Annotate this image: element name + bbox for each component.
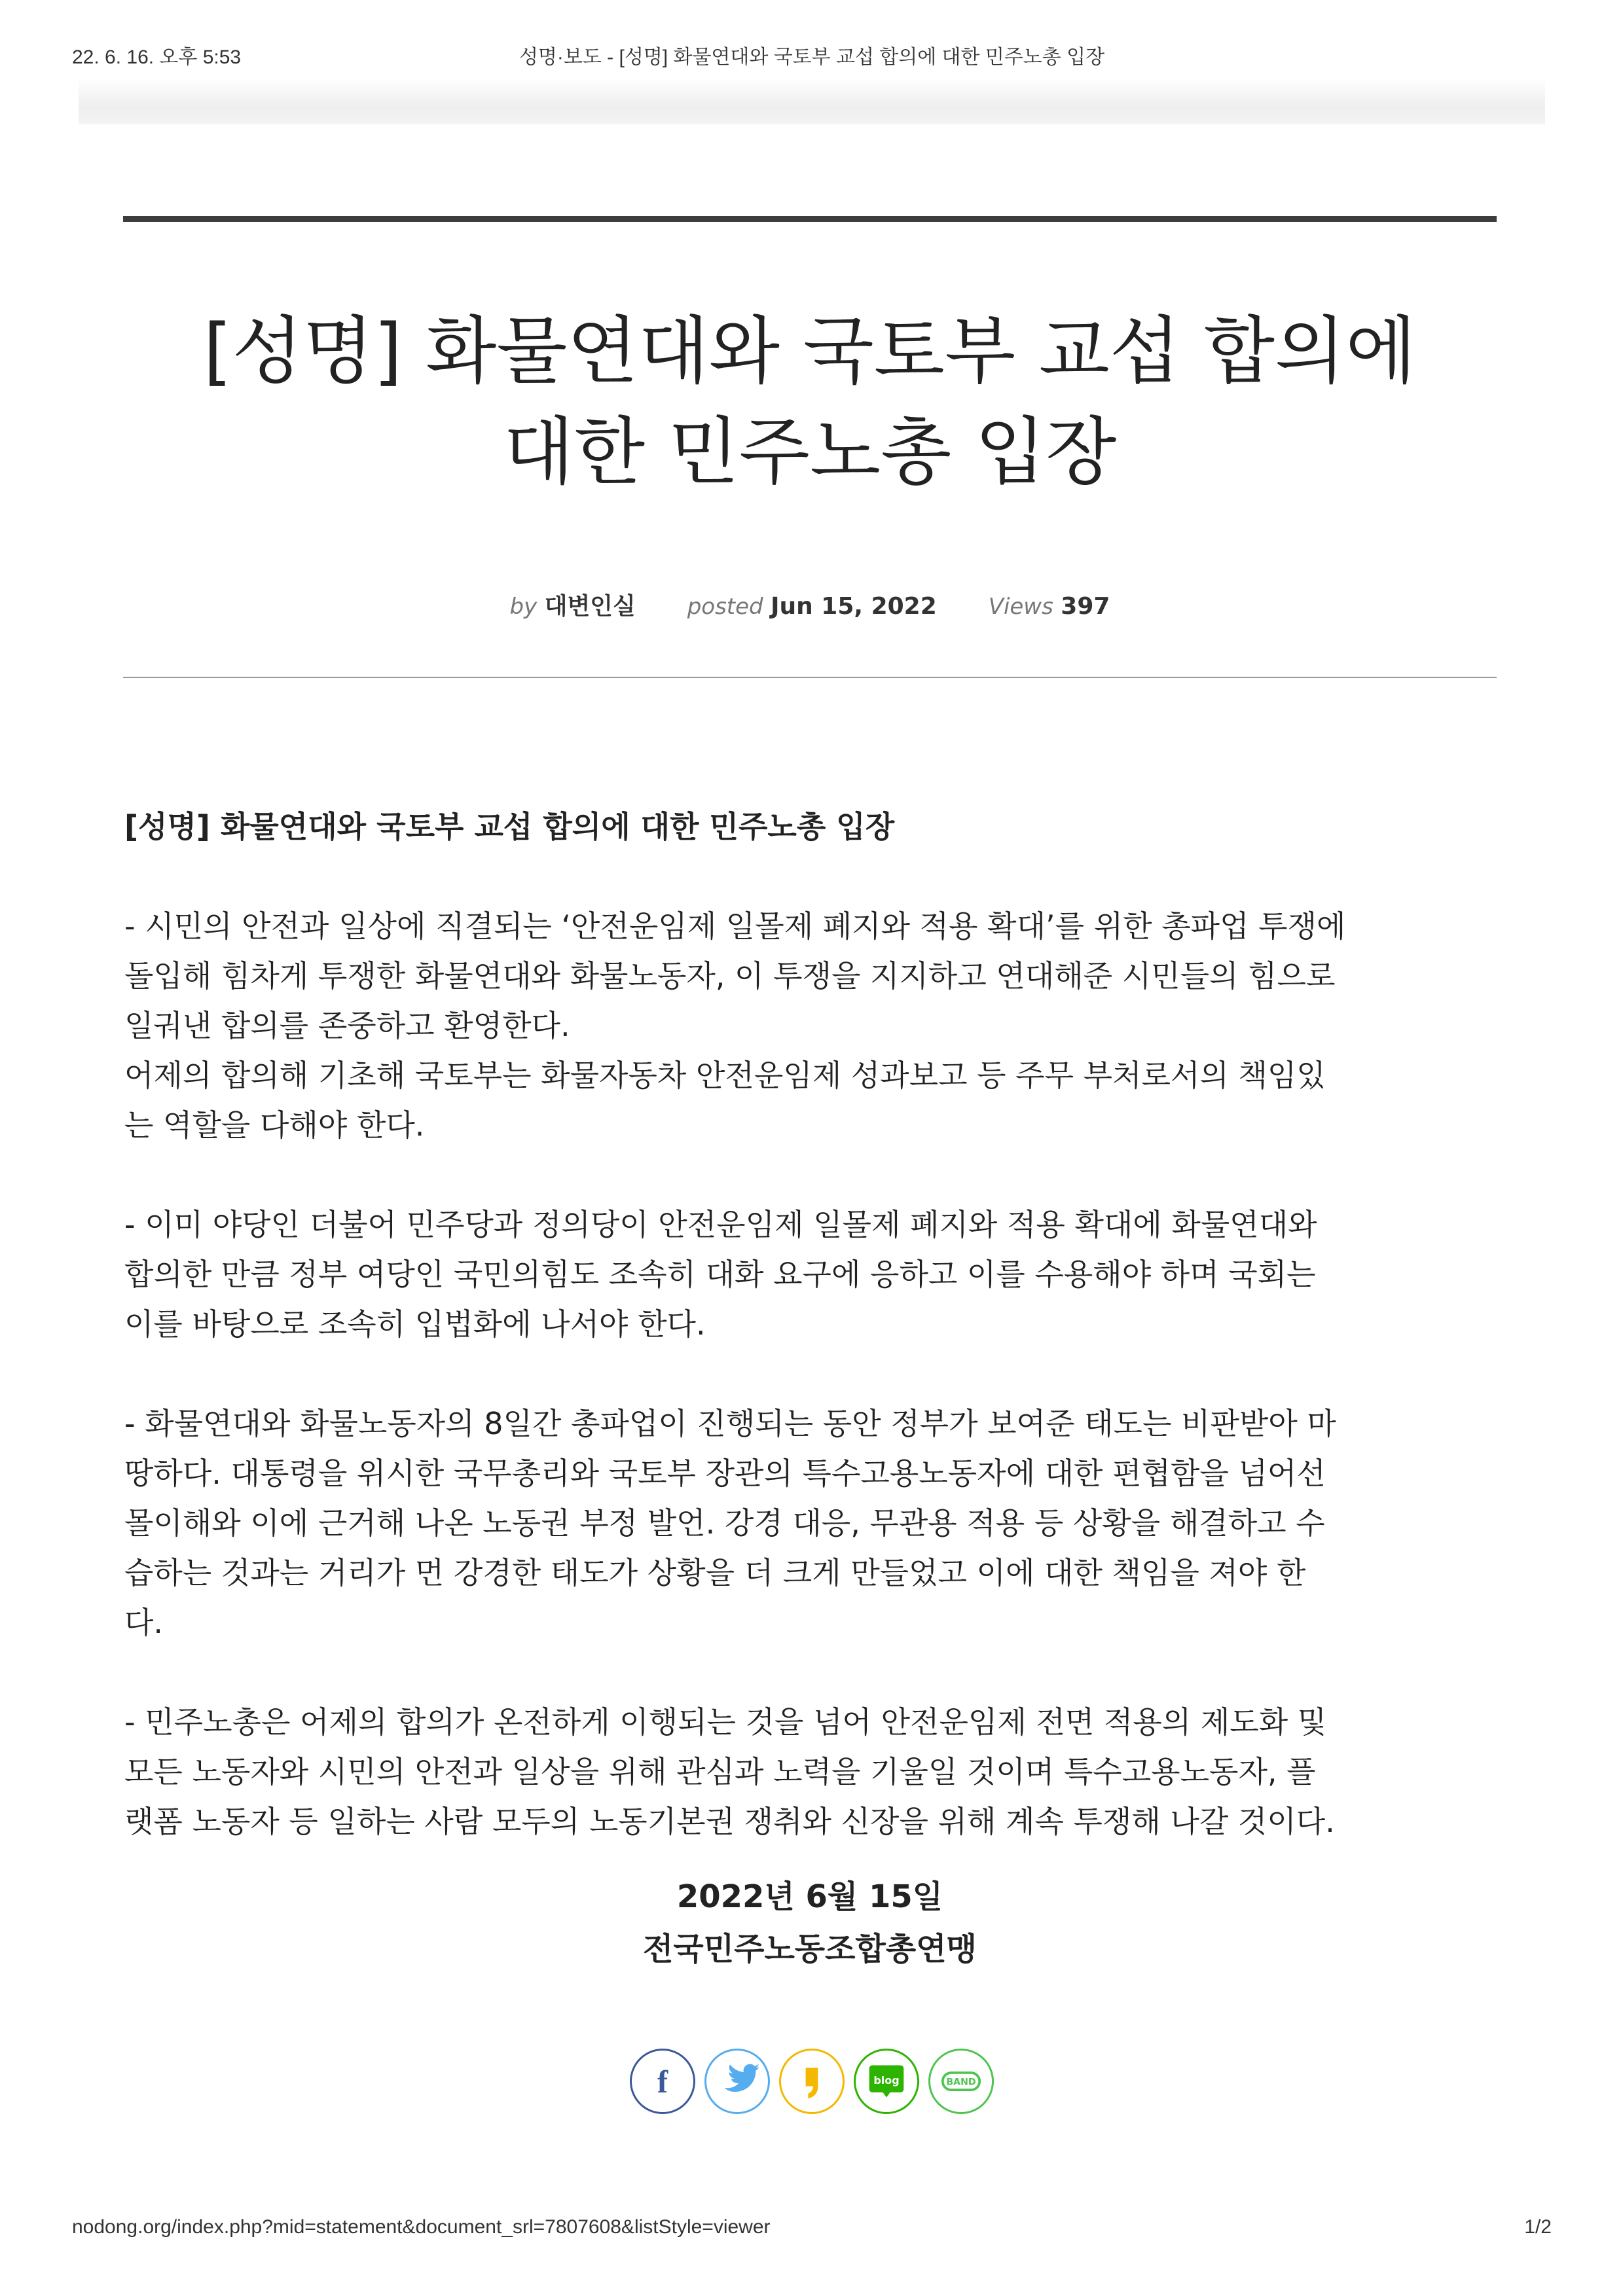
paragraph-3	[124, 1399, 1506, 1647]
toolbar-band	[79, 77, 1545, 124]
text-line: 이를 바탕으로 조속히 입법화에 나서야 한다.	[124, 1306, 706, 1342]
text-line: - 민주노총은 어제의 합의가 온전하게 이행되는 것을 넘어 안전운임제 전면 적용의 제도화 및	[124, 1704, 1327, 1740]
twitter-icon	[706, 2051, 768, 2112]
text-line: 돌입해 힘차게 투쟁한 화물연대와 화물노동자, 이 투쟁을 지지하고 연대해준 시민들의 힘으로	[124, 958, 1336, 994]
text-line: 합의한 만큼 정부 여당인 국민의힘도 조속히 대화 요구에 응하고 이를 수용해야 하며 국회는	[124, 1257, 1316, 1292]
posted-label: posted	[687, 594, 763, 620]
share-buttons	[0, 2049, 1623, 2114]
text-line: 땅하다. 대통령을 위시한 국무총리와 국토부 장관의 특수고용노동자에 대한 편협함을 넘어선	[124, 1456, 1326, 1491]
paragraph-2	[124, 1200, 1506, 1349]
naver-blog-share-button[interactable]	[854, 2049, 919, 2114]
article-meta	[123, 588, 1497, 621]
facebook-icon	[632, 2051, 693, 2112]
text-line: 랫폼 노동자 등 일하는 사람 모두의 노동기본권 쟁취와 신장을 위해 계속 투쟁해 나갈 것이다.	[124, 1804, 1335, 1839]
print-page-number: 1/2	[1524, 2216, 1552, 2238]
text-line: 습하는 것과는 거리가 먼 강경한 태도가 상황을 더 크게 만들었고 이에 대한 책임을 져야 한	[124, 1555, 1306, 1590]
text-line: 다.	[124, 1605, 164, 1640]
svg-text:blog: blog	[873, 2073, 900, 2087]
views-label: Views	[988, 594, 1053, 620]
text-line: 일궈낸 합의를 존중하고 환영한다.	[124, 1008, 570, 1043]
posted-date: Jun 15, 2022	[771, 593, 937, 620]
article-body	[124, 802, 1506, 1846]
print-page-title: 성명·보도 - [성명] 화물연대와 국토부 교섭 합의에 대한 민주노총 입장	[519, 46, 1105, 68]
text-line: 어제의 합의해 기초해 국토부는 화물자동차 안전운임제 성과보고 등 주무 부처로서의 책임있	[124, 1058, 1326, 1093]
svg-text:BAND: BAND	[945, 2077, 976, 2088]
article-title-line-1: [성명] 화물연대와 국토부 교섭 합의에	[203, 309, 1417, 394]
band-icon	[930, 2051, 992, 2112]
twitter-share-button[interactable]	[704, 2049, 770, 2114]
print-header	[72, 41, 1552, 80]
facebook-share-button[interactable]	[630, 2049, 695, 2114]
text-line: - 시민의 안전과 일상에 직결되는 ‘안전운임제 일몰제 폐지와 적용 확대’를 위한 총파업 투쟁에	[124, 908, 1346, 944]
signature-block	[123, 1871, 1497, 1975]
paragraph-4	[124, 1697, 1506, 1846]
signature-date: 2022년 6월 15일	[676, 1878, 943, 1915]
author-name[interactable]: 대변인실	[544, 593, 636, 620]
signature-org: 전국민주노동조합총연맹	[642, 1931, 977, 1967]
text-line: - 이미 야당인 더불어 민주당과 정의당이 안전운임제 일몰제 폐지와 적용 확대에 화물연대와	[124, 1207, 1317, 1242]
print-url: nodong.org/index.php?mid=statement&document_srl=7807608&listStyle=viewer	[72, 2216, 771, 2238]
article-title-line-2: 대한 민주노총 입장	[503, 410, 1117, 495]
text-line: - 화물연대와 화물노동자의 8일간 총파업이 진행되는 동안 정부가 보여준 태도는 비판받아 마	[124, 1406, 1336, 1441]
views-count: 397	[1061, 593, 1110, 620]
by-label: by	[509, 594, 538, 620]
meta-divider	[123, 677, 1497, 678]
kakaostory-share-button[interactable]	[779, 2049, 845, 2114]
body-heading: [성명] 화물연대와 국토부 교섭 합의에 대한 민주노총 입장	[124, 809, 895, 844]
paragraph-1	[124, 901, 1506, 1150]
text-line: 몰이해와 이에 근거해 나온 노동권 부정 발언. 강경 대응, 무관용 적용 등 상황을 해결하고 수	[124, 1505, 1325, 1541]
text-line: 모든 노동자와 시민의 안전과 일상을 위해 관심과 노력을 기울일 것이며 특수고용노동자, 플	[124, 1754, 1316, 1789]
text-line: 는 역할을 다해야 한다.	[124, 1107, 425, 1143]
naver-blog-icon	[856, 2051, 917, 2112]
print-datetime: 22. 6. 16. 오후 5:53	[72, 46, 242, 68]
kakaostory-icon	[781, 2051, 843, 2112]
top-divider	[123, 216, 1497, 222]
article-title	[123, 301, 1497, 503]
band-share-button[interactable]	[928, 2049, 994, 2114]
svg-text:f: f	[657, 2063, 668, 2100]
